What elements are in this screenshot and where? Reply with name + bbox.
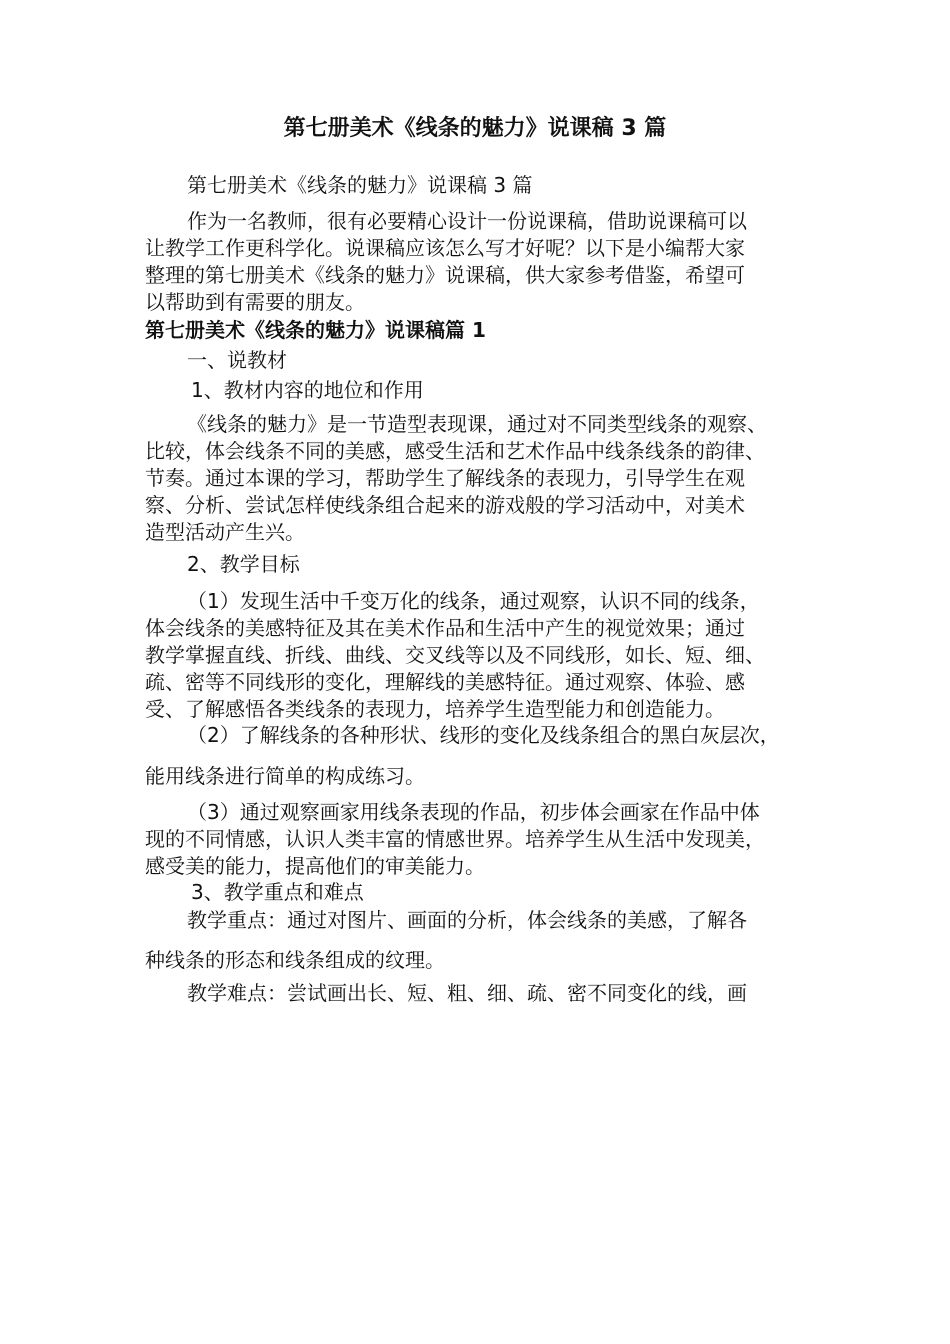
body-line: 比较，体会线条不同的美感，感受生活和艺术作品中线条线条的韵律、 (145, 439, 765, 463)
intro-line: 作为一名教师，很有必要精心设计一份说课稿，借助说课稿可以 (187, 209, 747, 233)
intro-paragraph (145, 207, 825, 315)
document-title: 第七册美术《线条的魅力》说课稿 3 篇 (283, 116, 667, 141)
goal-2-paragraph (145, 721, 825, 749)
goal-line: 现的不同情感，认识人类丰富的情感世界。培养学生从生活中发现美， (145, 827, 765, 851)
goal-line: 能用线条进行简单的构成练习。 (145, 764, 425, 788)
difficult-points-paragraph (145, 979, 825, 1007)
goal-line: （3）通过观察画家用线条表现的作品，初步体会画家在作品中体 (187, 800, 760, 824)
part-one-heading: 一、说教材 (187, 348, 287, 372)
key-points-line: 种线条的形态和线条组成的纹理。 (145, 948, 445, 972)
item-1-heading: 1、教材内容的地位和作用 (191, 378, 424, 402)
intro-line: 以帮助到有需要的朋友。 (145, 290, 365, 314)
intro-line: 整理的第七册美术《线条的魅力》说课稿，供大家参考借鉴，希望可 (145, 263, 745, 287)
document-subtitle: 第七册美术《线条的魅力》说课稿 3 篇 (187, 173, 533, 197)
goal-3-paragraph (145, 798, 825, 879)
goal-line: （1）发现生活中千变万化的线条，通过观察，认识不同的线条， (187, 589, 760, 613)
goal-line: 受、了解感悟各类线条的表现力，培养学生造型能力和创造能力。 (145, 697, 725, 721)
key-points-paragraph (145, 906, 825, 934)
item-3-heading: 3、教学重点和难点 (191, 880, 364, 904)
subtitle-block (145, 171, 825, 199)
body-line: 节奏。通过本课的学习，帮助学生了解线条的表现力，引导学生在观 (145, 466, 745, 490)
key-points-line: 教学重点：通过对图片、画面的分析，体会线条的美感，了解各 (187, 908, 747, 932)
item-3-heading-block (145, 878, 825, 906)
body-line: 《线条的魅力》是一节造型表现课，通过对不同类型线条的观察、 (187, 412, 767, 436)
key-points-continuation (145, 946, 825, 974)
goal-line: 疏、密等不同线形的变化，理解线的美感特征。通过观察、体验、感 (145, 670, 745, 694)
section-heading: 第七册美术《线条的魅力》说课稿篇 1 (145, 318, 486, 342)
part-one-block (145, 346, 825, 374)
goal-line: （2）了解线条的各种形状、线形的变化及线条组合的黑白灰层次， (187, 723, 780, 747)
goal-line: 教学掌握直线、折线、曲线、交叉线等以及不同线形，如长、短、细、 (145, 643, 765, 667)
item-1-body (145, 410, 825, 545)
goal-line: 体会线条的美感特征及其在美术作品和生活中产生的视觉效果；通过 (145, 616, 745, 640)
item-2-heading: 2、教学目标 (187, 552, 300, 576)
body-line: 察、分析、尝试怎样使线条组合起来的游戏般的学习活动中，对美术 (145, 493, 745, 517)
body-line: 造型活动产生兴。 (145, 520, 305, 544)
item-2-heading-block (145, 550, 825, 578)
section-heading-block (145, 316, 825, 344)
goal-2-continuation (145, 762, 825, 790)
intro-line: 让教学工作更科学化。说课稿应该怎么写才好呢？以下是小编帮大家 (145, 236, 745, 260)
goal-1-paragraph (145, 587, 825, 722)
difficult-points-line: 教学难点：尝试画出长、短、粗、细、疏、密不同变化的线，画 (187, 981, 747, 1005)
item-1-heading-block (145, 376, 825, 404)
goal-line: 感受美的能力，提高他们的审美能力。 (145, 854, 485, 878)
